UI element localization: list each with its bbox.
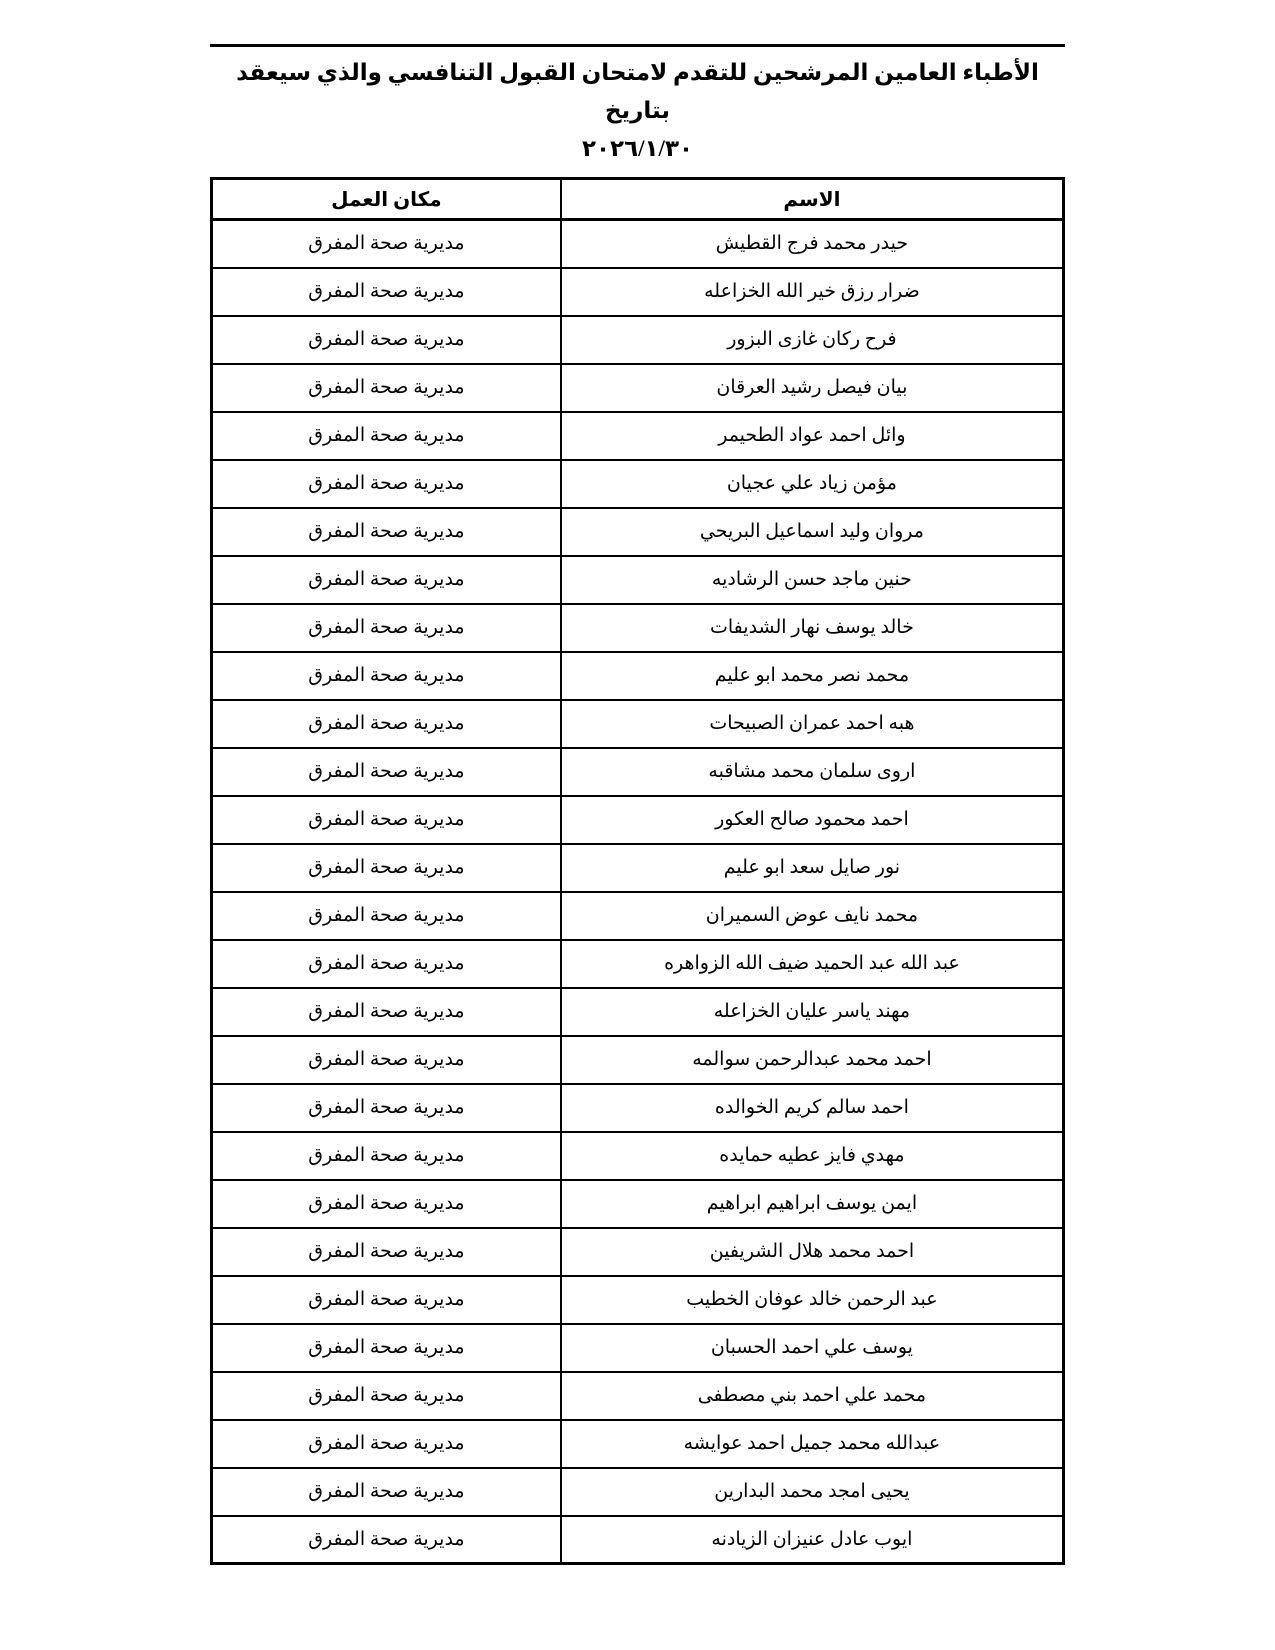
workplace-cell: مديرية صحة المفرق — [212, 604, 561, 652]
table-row — [212, 796, 1064, 844]
table-row — [212, 1276, 1064, 1324]
workplace-cell: مديرية صحة المفرق — [212, 1516, 561, 1564]
workplace-cell: مديرية صحة المفرق — [212, 1420, 561, 1468]
table-row — [212, 1180, 1064, 1228]
workplace-cell: مديرية صحة المفرق — [212, 1324, 561, 1372]
table-row — [212, 268, 1064, 316]
name-cell: محمد نايف عوض السميران — [561, 892, 1064, 940]
name-cell: حنين ماجد حسن الرشاديه — [561, 556, 1064, 604]
table-row — [212, 1516, 1064, 1564]
table-header-row — [212, 179, 1064, 220]
workplace-cell: مديرية صحة المفرق — [212, 1276, 561, 1324]
table-row — [212, 940, 1064, 988]
table-row — [212, 364, 1064, 412]
name-cell: ايمن يوسف ابراهيم ابراهيم — [561, 1180, 1064, 1228]
name-cell: عبدالله محمد جميل احمد عوايشه — [561, 1420, 1064, 1468]
table-row — [212, 460, 1064, 508]
name-cell: وائل احمد عواد الطحيمر — [561, 412, 1064, 460]
workplace-cell: مديرية صحة المفرق — [212, 268, 561, 316]
exam-date: ٢٠٢٦/١/٣٠ — [581, 136, 694, 161]
name-cell: مهدي فايز عطيه حمايده — [561, 1132, 1064, 1180]
title-block — [210, 47, 1065, 168]
table-row — [212, 988, 1064, 1036]
table-row — [212, 1420, 1064, 1468]
workplace-cell: مديرية صحة المفرق — [212, 652, 561, 700]
workplace-cell: مديرية صحة المفرق — [212, 220, 561, 268]
name-cell: اروى سلمان محمد مشاقبه — [561, 748, 1064, 796]
workplace-cell: مديرية صحة المفرق — [212, 796, 561, 844]
name-cell: احمد محمد هلال الشريفين — [561, 1228, 1064, 1276]
workplace-cell: مديرية صحة المفرق — [212, 508, 561, 556]
table-row — [212, 508, 1064, 556]
name-cell: يحيى امجد محمد البدارين — [561, 1468, 1064, 1516]
column-header-name: الاسم — [561, 179, 1064, 220]
table-row — [212, 652, 1064, 700]
workplace-cell: مديرية صحة المفرق — [212, 844, 561, 892]
workplace-cell: مديرية صحة المفرق — [212, 1084, 561, 1132]
workplace-cell: مديرية صحة المفرق — [212, 460, 561, 508]
workplace-cell: مديرية صحة المفرق — [212, 700, 561, 748]
workplace-cell: مديرية صحة المفرق — [212, 1132, 561, 1180]
table-body — [212, 220, 1064, 1564]
table-row — [212, 748, 1064, 796]
table-row — [212, 1084, 1064, 1132]
workplace-cell: مديرية صحة المفرق — [212, 1372, 561, 1420]
name-cell: هبه احمد عمران الصبيحات — [561, 700, 1064, 748]
table-row — [212, 220, 1064, 268]
table-row — [212, 1324, 1064, 1372]
name-cell: احمد سالم كريم الخوالده — [561, 1084, 1064, 1132]
workplace-cell: مديرية صحة المفرق — [212, 1228, 561, 1276]
name-cell: مروان وليد اسماعيل البريحي — [561, 508, 1064, 556]
name-cell: مهند ياسر عليان الخزاعله — [561, 988, 1064, 1036]
name-cell: عبد الله عبد الحميد ضيف الله الزواهره — [561, 940, 1064, 988]
name-cell: حيدر محمد فرج القطيش — [561, 220, 1064, 268]
candidates-table — [210, 177, 1065, 1565]
table-row — [212, 1468, 1064, 1516]
page-content — [210, 0, 1065, 1565]
table-row — [212, 700, 1064, 748]
workplace-cell: مديرية صحة المفرق — [212, 1180, 561, 1228]
name-cell: ضرار رزق خير الله الخزاعله — [561, 268, 1064, 316]
page-title: الأطباء العامين المرشحين للتقدم لامتحان القبول التنافسي والذي سيعقد بتاريخ — [236, 60, 1039, 123]
name-cell: نور صايل سعد ابو عليم — [561, 844, 1064, 892]
table-row — [212, 316, 1064, 364]
name-cell: محمد علي احمد بني مصطفى — [561, 1372, 1064, 1420]
workplace-cell: مديرية صحة المفرق — [212, 1036, 561, 1084]
workplace-cell: مديرية صحة المفرق — [212, 556, 561, 604]
table-row — [212, 1036, 1064, 1084]
workplace-cell: مديرية صحة المفرق — [212, 412, 561, 460]
workplace-cell: مديرية صحة المفرق — [212, 316, 561, 364]
name-cell: مؤمن زياد علي عجيان — [561, 460, 1064, 508]
table-row — [212, 1228, 1064, 1276]
table-row — [212, 412, 1064, 460]
name-cell: فرح ركان غازى البزور — [561, 316, 1064, 364]
name-cell: احمد محمود صالح العكور — [561, 796, 1064, 844]
table-row — [212, 1132, 1064, 1180]
name-cell: احمد محمد عبدالرحمن سوالمه — [561, 1036, 1064, 1084]
workplace-cell: مديرية صحة المفرق — [212, 940, 561, 988]
name-cell: خالد يوسف نهار الشديفات — [561, 604, 1064, 652]
table-row — [212, 556, 1064, 604]
workplace-cell: مديرية صحة المفرق — [212, 988, 561, 1036]
table-row — [212, 844, 1064, 892]
name-cell: بيان فيصل رشيد العرقان — [561, 364, 1064, 412]
name-cell: محمد نصر محمد ابو عليم — [561, 652, 1064, 700]
table-row — [212, 604, 1064, 652]
workplace-cell: مديرية صحة المفرق — [212, 1468, 561, 1516]
table-row — [212, 892, 1064, 940]
workplace-cell: مديرية صحة المفرق — [212, 892, 561, 940]
name-cell: ايوب عادل عنيزان الزيادنه — [561, 1516, 1064, 1564]
workplace-cell: مديرية صحة المفرق — [212, 748, 561, 796]
name-cell: عبد الرحمن خالد عوفان الخطيب — [561, 1276, 1064, 1324]
workplace-cell: مديرية صحة المفرق — [212, 364, 561, 412]
table-row — [212, 1372, 1064, 1420]
name-cell: يوسف علي احمد الحسبان — [561, 1324, 1064, 1372]
column-header-workplace: مكان العمل — [212, 179, 561, 220]
